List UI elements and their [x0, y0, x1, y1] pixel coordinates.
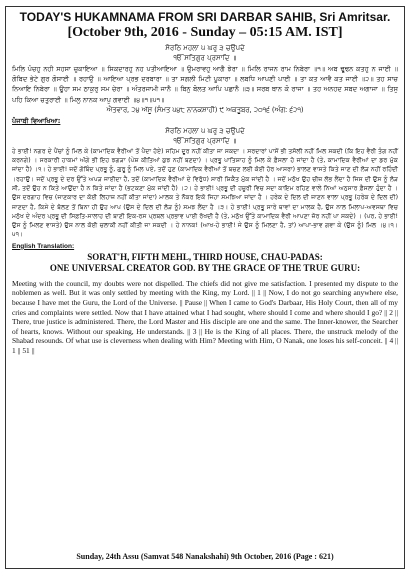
gurmukhi-verse: ਮਿਲਿ ਪੰਚਹੁ ਨਹੀ ਸਹਸਾ ਚੁਕਾਇਆ ॥ ਸਿਕਦਾਰਹੁ ਨਹ ਪਤੀਆਇਆ ॥ ਉਮਰਾਵਹੁ ਆਗੈ ਝੇਰਾ ॥ ਮਿਲਿ ਰਾਜਨ ਰਾਮ ਨਿਬੇਰਾ ॥੧॥ ਅਬ ਢੂਢਨ ਕਤਹੁ ਨ ਜਾਈ ॥ ਗੋਬਿਦ ਭੇਟੇ ਗੁਰ ਗੋਸਾਈ ॥ ਰਹਾਉ ॥ ਆਇਆ ਪ੍ਰਭ ਦਰਬਾਰਾ ॥ ਤਾ ਸਗਲੀ ਮਿਟੀ ਪੂਕਾਰਾ ॥ ਲਬਧਿ ਆਪਣੀ ਪਾਈ ॥ ਤਾ ਕਤ ਆਵੈ ਕਤ ਜਾਈ ॥੨॥ ਤਹ ਸਾਚ ਨਿਆਇ ਨਿਬੇਰਾ ॥ ਊਹਾ ਸਮ ਠਾਕੁਰੁ ਸਮ ਚੇਰਾ ॥ ਅੰਤਰਜਾਮੀ ਜਾਨੈ ॥ ਬਿਨੁ ਬੋਲਤ ਆਪਿ ਪਛਾਨੈ ॥੩॥ ਸਰਬ ਥਾਨ ਕੋ ਰਾਜਾ ॥ ਤਹ ਅਨਹਦ ਸਬਦ ਅਗਾਜਾ ॥ ਤਿਸੁ ਪਹਿ ਕਿਆ ਚਤੁਰਾਈ ॥ ਮਿਲੁ ਨਾਨਕ ਆਪੁ ਗਵਾਈ ॥੪॥੧॥੫੧॥ — [12, 65, 398, 104]
punjabi-mool-mantar: ੴ ਸਤਿਗੁਰ ਪ੍ਰਸਾਦਿ ॥ — [173, 136, 237, 145]
header-date: [October 9th, 2016 - Sunday – 05:15 AM. IST] — [67, 25, 343, 40]
english-section-label: English Translation: — [12, 242, 75, 250]
footer-date-line: Sunday, 24th Assu (Samvat 548 Nanakshahi) 9th October, 2016 (Page : 621) — [76, 552, 334, 561]
punjabi-explanation: ਹੇ ਭਾਈ! ਨਗਰ ਦੇ ਪੈਂਚਾਂ ਨੂੰ ਮਿਲ ਕੇ (ਕਾਮਾਦਿਕ ਵੈਰੀਆਂ ਤੋਂ ਪੈਦਾ ਹੋਏ) ਸਹਿਮ ਦੂਰ ਨਹੀਂ ਕੀਤਾ ਜਾ ਸਕਦਾ । ਸਰਦਾਰਾਂ ਪਾਸੋਂ ਭੀ ਤਸੱਲੀ ਨਹੀਂ ਮਿਲ ਸਕਦੀ (ਕਿ ਇਹ ਵੈਰੀ ਤੰਗ ਨਹੀਂ ਕਰਨਗੇ) । ਸਰਕਾਰੀ ਹਾਕਮਾਂ ਅੱਗੇ ਭੀ ਇਹ ਝਗੜਾ (ਪੇਸ਼ ਕੀਤਿਆਂ ਕੁਝ ਨਹੀਂ ਬਣਦਾ) । ਪ੍ਰਭੂ ਪਾਤਿਸ਼ਾਹ ਨੂੰ ਮਿਲ ਕੇ ਫ਼ੈਸਲਾ ਹੋ ਜਾਂਦਾ ਹੈ (ਤੇ, ਕਾਮਾਦਿਕ ਵੈਰੀਆਂ ਦਾ ਡਰ ਮੁੱਕ ਜਾਂਦਾ ਹੈ) ।੧। ਹੇ ਭਾਈ! ਜਦੋਂ ਗੋਬਿੰਦ ਪ੍ਰਭੂ ਨੂੰ, ਗੁਰੂ ਨੂੰ ਮਿਲ ਪਏ, ਤਦੋਂ ਹੁਣ (ਕਾਮਾਦਿਕ ਵੈਰੀਆਂ ਤੋਂ ਬਚਣ ਲਈ ਕੋਈ ਹੋਰ ਆਸਰਾ) ਭਾਲਣ ਵਾਸਤੇ ਕਿਤੇ ਜਾਣ ਦੀ ਲੋੜ ਨਹੀਂ ਰਹਿੰਦੀ ।ਰਹਾਉ। ਜਦੋਂ ਪ੍ਰਭੂ ਦੇ ਦਰ ਉੱਤੇ ਅਪੜ ਜਾਈਦਾ ਹੈ, ਤਦੋਂ (ਕਾਮਾਦਿਕ ਵੈਰੀਆਂ ਦੇ ਵਿਰੁੱਧ) ਸਾਰੀ ਸ਼ਿਕੈਤ ਮੁੱਕ ਜਾਂਦੀ ਹੈ । ਜਦੋਂ ਮਨੁੱਖ ਉਹ ਚੀਜ਼ ਲੱਭ ਲੈਂਦਾ ਹੈ ਜਿਸ ਦੀ ਉਸ ਨੂੰ ਲੋੜ ਸੀ, ਤਦੋਂ ਉਹ ਨ ਕਿਤੇ ਆਉਂਦਾ ਹੈ ਨ ਕਿਤੇ ਜਾਂਦਾ ਹੈ (ਭਟਕਣਾ ਮੁੱਕ ਜਾਂਦੀ ਹੈ) ।੨। ਹੇ ਭਾਈ! ਪ੍ਰਭੂ ਦੀ ਹਜ਼ੂਰੀ ਵਿਚ ਸਦਾ ਕਾਇਮ ਰਹਿਣ ਵਾਲੇ ਨਿਆਂ ਅਨੁਸਾਰ ਫ਼ੈਸਲਾ ਹੁੰਦਾ ਹੈ । ਉਸ ਦਰਗਾਹ ਵਿਚ (ਜਾਣਕਾਰ ਦਾ ਕੋਈ ਲਿਹਾਜ਼ ਨਹੀਂ ਕੀਤਾ ਜਾਂਦਾ) ਮਾਲਕ ਤੇ ਨੌਕਰ ਇਕੋ ਜਿਹਾ ਸਮਝਿਆ ਜਾਂਦਾ ਹੈ । ਹਰੇਕ ਦੇ ਦਿਲ ਦੀ ਜਾਣਨ ਵਾਲਾ ਪ੍ਰਭੂ (ਹਰੇਕ ਦੇ ਦਿਲ ਦੀ) ਜਾਣਦਾ ਹੈ, ਕਿਸੇ ਦੇ ਬੋਲਣ ਤੋਂ ਬਿਨਾ ਹੀ ਉਹ ਆਪ (ਉਸ ਦੇ ਦਿਲ ਦੀ ਲੋੜ ਨੂੰ) ਸਮਝ ਲੈਂਦਾ ਹੈ ।੩। ਹੇ ਭਾਈ! ਪ੍ਰਭੂ ਸਾਰੇ ਥਾਵਾਂ ਦਾ ਮਾਲਕ ਹੈ, ਉਸ ਨਾਲ ਮਿਲਾਪ-ਅਵਸਥਾ ਵਿਚ ਮਨੁੱਖ ਦੇ ਅੰਦਰ ਪ੍ਰਭੂ ਦੀ ਸਿਫ਼ਤਿ-ਸਾਲਾਹ ਦੀ ਬਾਣੀ ਇਕ-ਰਸ ਪ੍ਰਬਲ ਪ੍ਰਭਾਵ ਪਾਈ ਰੱਖਦੀ ਹੈ (ਤੇ, ਮਨੁੱਖ ਉੱਤੇ ਕਾਮਾਦਿਕ ਵੈਰੀ ਆਪਣਾ ਜ਼ੋਰ ਨਹੀਂ ਪਾ ਸਕਦੇ) । (ਪਰ, ਹੇ ਭਾਈ! ਉਸ ਨੂੰ ਮਿਲਣ ਵਾਸਤੇ) ਉਸ ਨਾਲ ਕੋਈ ਚਲਾਕੀ ਨਹੀਂ ਕੀਤੀ ਜਾ ਸਕਦੀ । ਹੇ ਨਾਨਕ! (ਆਖ-ਹੇ ਭਾਈ! ਜੇ ਉਸ ਨੂੰ ਮਿਲਣਾ ਹੈ, ਤਾਂ) ਆਪਾ-ਭਾਵ ਗਵਾ ਕੇ (ਉਸ ਨੂੰ) ਮਿਲ ।੪।੧।੫੧। — [12, 147, 398, 239]
punjabi-section-label: ਪੰਜਾਬੀ ਵਿਆਖਿਆ: — [12, 116, 61, 125]
gurmukhi-mool-mantar: ੴ ਸਤਿਗੁਰ ਪ੍ਰਸਾਦਿ ॥ — [173, 54, 237, 62]
page-title: TODAY'S HUKAMNAMA FROM SRI DARBAR SAHIB, Sri Amritsar. — [19, 10, 391, 24]
gurmukhi-heading: ਸੋਰਠਿ ਮਹਲਾ ੫ ਘਰੁ ੩ ਚਉਪਦੇ — [165, 44, 245, 52]
english-translation: Meeting with the council, my doubts were not dispelled. The chiefs did not give me satisfaction. I presented my dispute to the noblemen as well. But it was only settled by meeting with the King, my Lord. || 1 || Now, I do not go searching anywhere else, because I have met the Guru, the Lord of the Universe. || Pause || When I came to God's Darbaar, His Holy Court, then all of my cries and complaints were settled. Now that I have attained what I had sought, where should I come and where should I go? || 2 || There, true justice is administered. There, the Lord Master and His disciple are one and the same. The Inner-knower, the Searcher of hearts, knows. Without our speaking, He understands. || 3 || He is the King of all places. There, the unstruck melody of the Shabad resounds. Of what use is cleverness when dealing with Him? Meeting with Him, O Nanak, one loses his self-conceit. || 4 || 1 || 51 || — [12, 278, 398, 355]
hukamnama-page — [5, 6, 405, 569]
english-subheading: ONE UNIVERSAL CREATOR GOD. BY THE GRACE OF THE TRUE GURU: — [49, 262, 361, 273]
gurmukhi-date-line: ਐਤਵਾਰ, ੨੪ ਅੱਸੂ (ਸੰਮਤ ੫੪੮ ਨਾਨਕਸ਼ਾਹੀ) ੯ ਅਕਤੂਬਰ, ੨੦੧੬ (ਅੰਗ: ੬੨੧) — [106, 105, 304, 114]
english-heading: SORAT'H, FIFTH MEHL, THIRD HOUSE, CHAU-PADAS: — [87, 251, 323, 262]
punjabi-heading: ਸੋਰਠਿ ਮਹਲਾ ੫ ਘਰੁ ੩ ਚਉਪਦੇ — [165, 126, 245, 135]
